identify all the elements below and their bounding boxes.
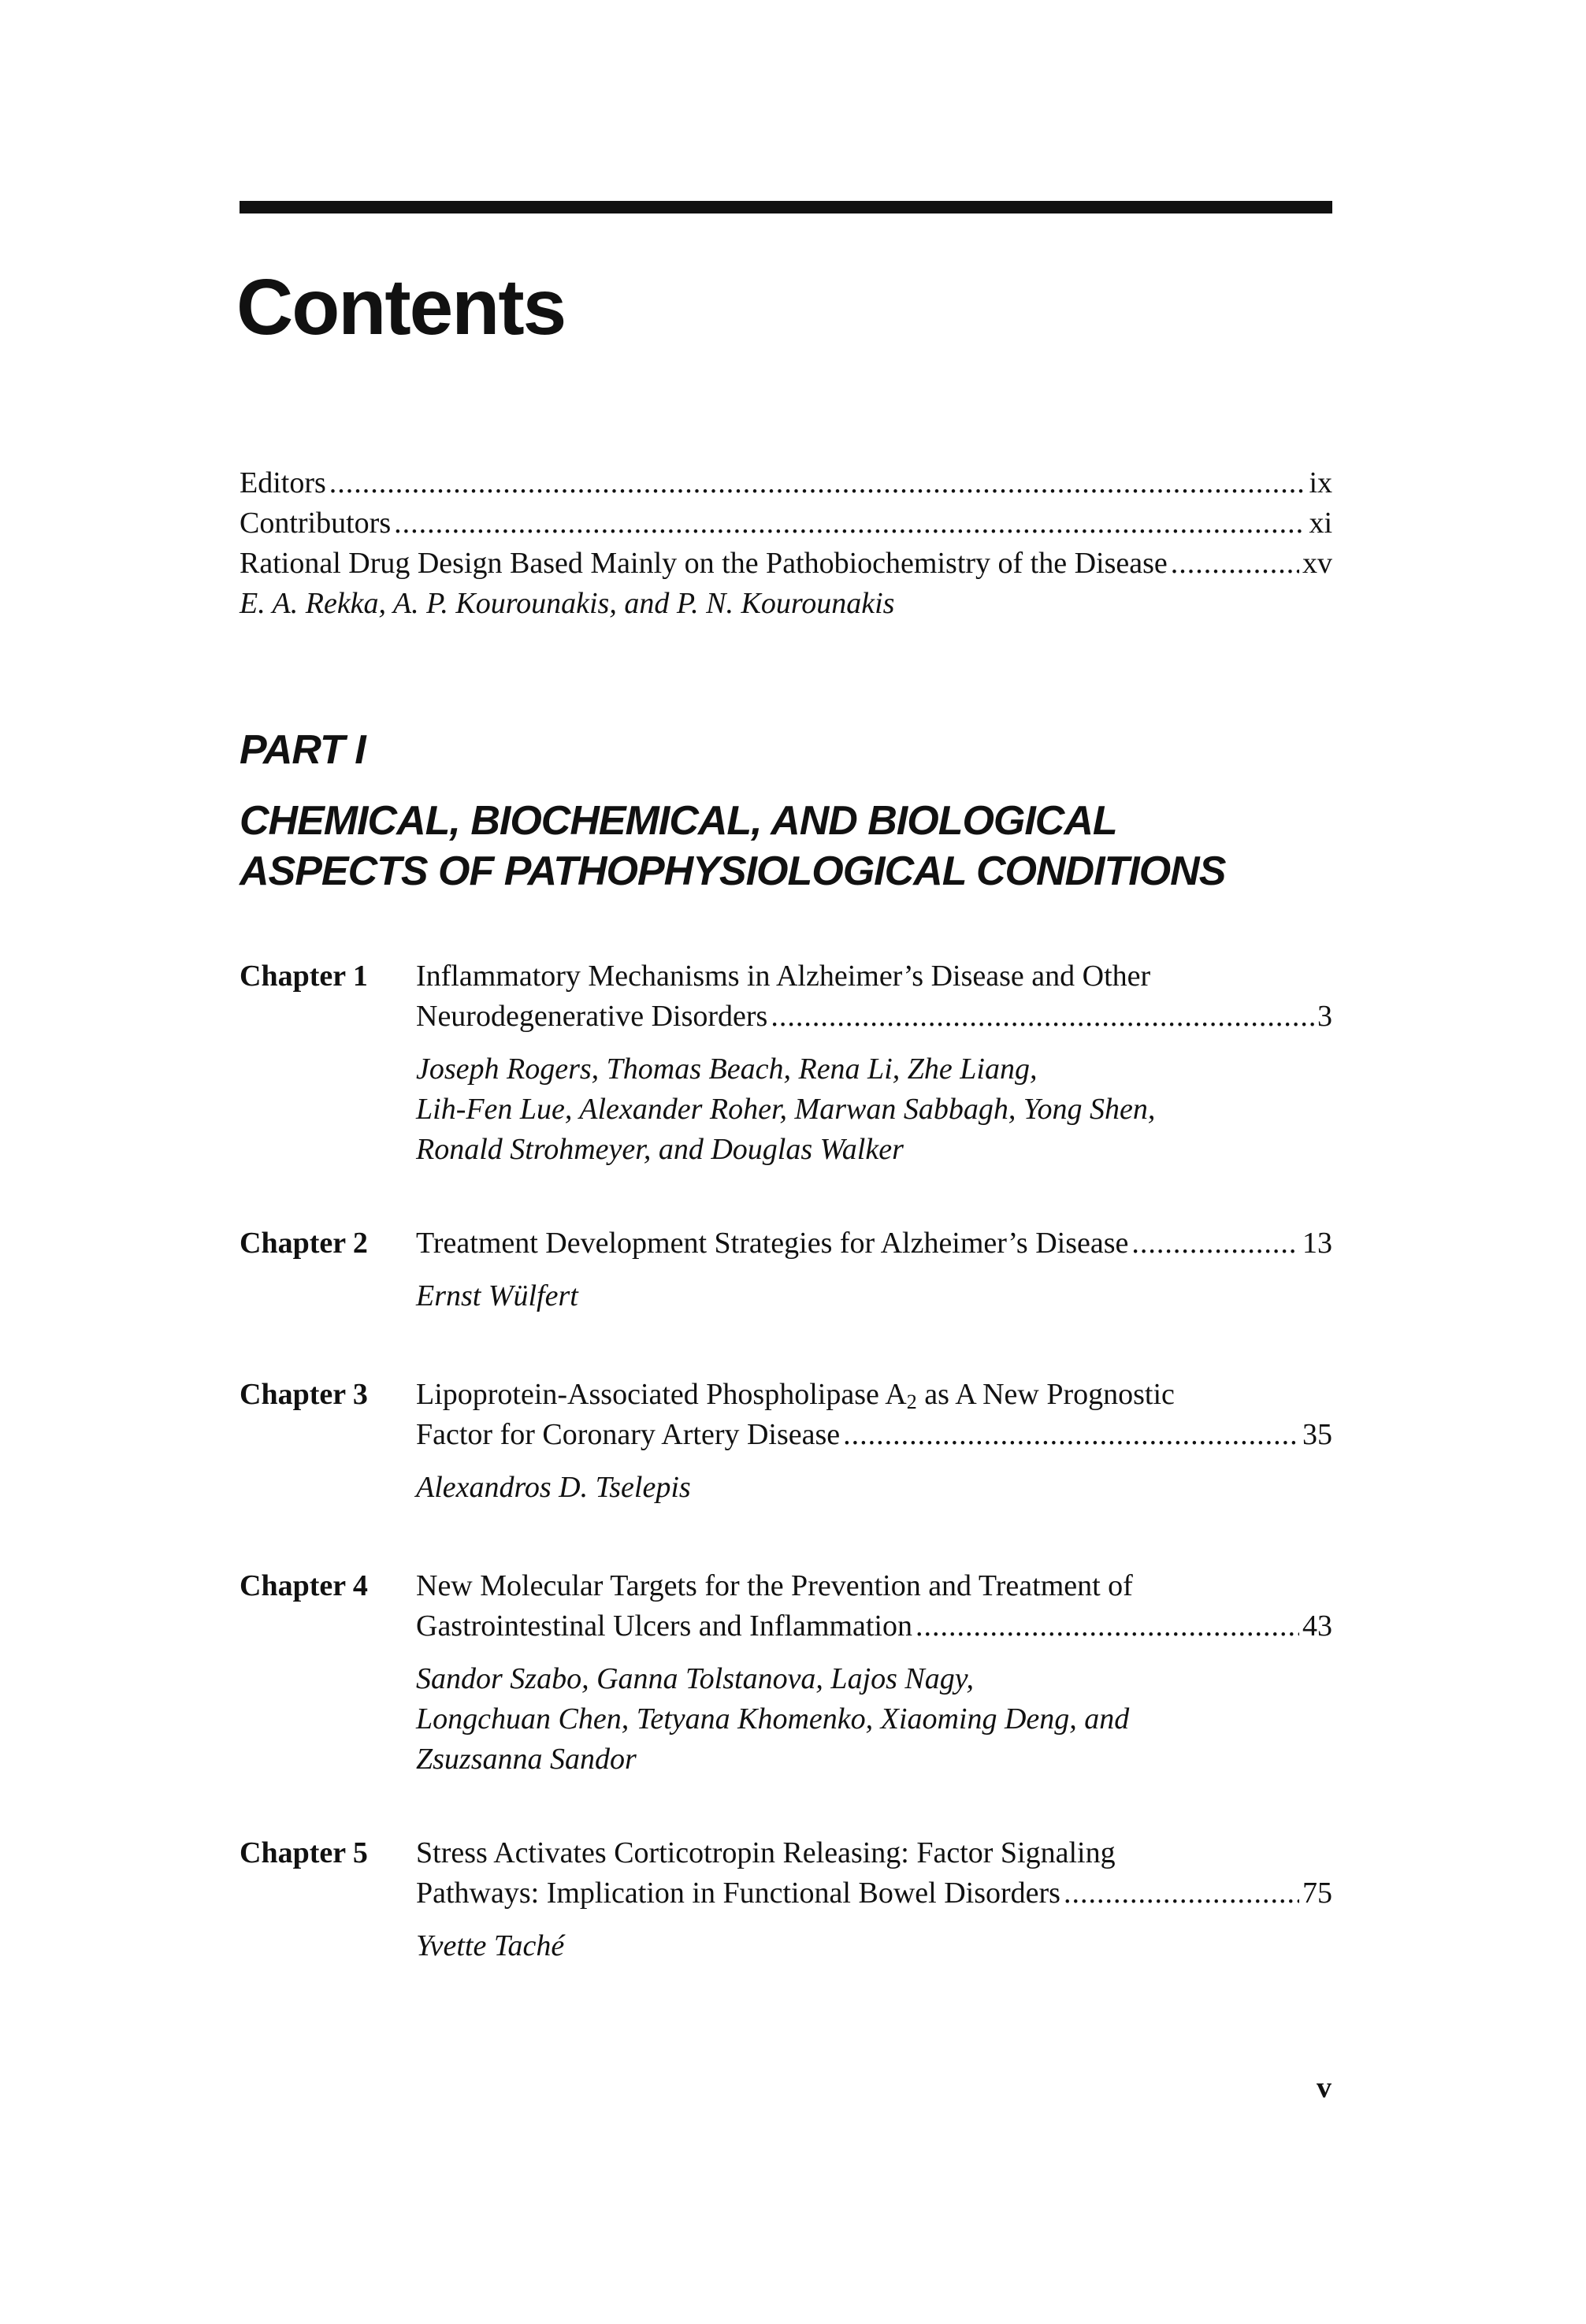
chapter-title-line: Factor for Coronary Artery Disease [416, 1418, 841, 1451]
chapter-title-line: Neurodegenerative Disorders [416, 1000, 768, 1033]
chapter-title-line-with-page [416, 1606, 1332, 1646]
chapter-body [416, 1375, 1332, 1508]
author-line: Lih-Fen Lue, Alexander Roher, Marwan Sabbagh, Yong Shen, [416, 1093, 1156, 1126]
dot-leader [843, 1415, 1299, 1455]
chapter-page-number: 13 [1302, 1227, 1332, 1260]
chapter-title-text: as A New Prognostic [916, 1378, 1175, 1411]
dot-leader [1064, 1873, 1299, 1914]
chapter-title-line-with-page [416, 1415, 1332, 1455]
chapter-title-line: Gastrointestinal Ulcers and Inflammation [416, 1609, 912, 1643]
chapter-title-line: New Molecular Targets for the Prevention and Treatment of [416, 1569, 1133, 1602]
chapter-authors [416, 1276, 1332, 1316]
chapter-title-line: Stress Activates Corticotropin Releasing: Factor Signaling [416, 1836, 1116, 1869]
chapter-label: Chapter 2 [240, 1227, 368, 1260]
author-line: Yvette Taché [416, 1929, 565, 1962]
dot-leader [329, 463, 1306, 503]
page-folio: v [1317, 2071, 1332, 2104]
chapter-authors [416, 1468, 1332, 1508]
toc-page-number: xv [1302, 547, 1332, 580]
toc-entry-title: Editors [240, 466, 326, 499]
dot-leader [1171, 544, 1299, 584]
dot-leader [394, 503, 1306, 544]
chapter-body [416, 1223, 1332, 1316]
page-title: Contents [236, 263, 566, 351]
part-title-line: CHEMICAL, BIOCHEMICAL, AND BIOLOGICAL [240, 798, 1117, 844]
chapter-body [416, 1833, 1332, 1966]
chapter-title-line-with-page [416, 1223, 1332, 1264]
chapter-title-line: Pathways: Implication in Functional Bowel Disorders [416, 1877, 1060, 1910]
chapter-label: Chapter 5 [240, 1836, 368, 1869]
chapter-page-number: 35 [1302, 1418, 1332, 1451]
toc-page-number: xi [1309, 507, 1332, 540]
author-line: Zsuzsanna Sandor [416, 1743, 637, 1776]
chapter-page-number: 43 [1302, 1609, 1332, 1643]
part-label: PART I [240, 727, 366, 773]
chapter-title-line [416, 1375, 1332, 1415]
chapter-authors [416, 1659, 1332, 1780]
author-line: Longchuan Chen, Tetyana Khomenko, Xiaoming Deng, and [416, 1702, 1130, 1736]
chapter-title-line-with-page [416, 1873, 1332, 1914]
author-line: Ernst Wülfert [416, 1279, 578, 1312]
author-line: Sandor Szabo, Ganna Tolstanova, Lajos Nagy, [416, 1662, 975, 1695]
toc-entry-authors: E. A. Rekka, A. P. Kourounakis, and P. N. Kourounakis [240, 587, 895, 620]
toc-entry-title: Rational Drug Design Based Mainly on the Pathobiochemistry of the Disease [240, 547, 1168, 580]
chapter-label: Chapter 4 [240, 1569, 368, 1602]
toc-entry-rational-drug-design[interactable] [240, 544, 1332, 584]
chapter-authors [416, 1049, 1332, 1170]
toc-entry-title: Contributors [240, 507, 392, 540]
chapter-body [416, 1566, 1332, 1780]
dot-leader [1131, 1223, 1299, 1264]
toc-entry-contributors[interactable] [240, 503, 1332, 544]
dot-leader [771, 997, 1314, 1037]
chapter-body [416, 956, 1332, 1170]
top-rule [240, 201, 1332, 213]
chapter-title-text: Lipoprotein-Associated Phospholipase A [416, 1378, 907, 1411]
author-line: Joseph Rogers, Thomas Beach, Rena Li, Zhe Liang, [416, 1052, 1038, 1086]
chapter-label: Chapter 1 [240, 960, 368, 993]
chapter-title-subscript: 2 [906, 1390, 917, 1413]
chapter-page-number: 3 [1317, 1000, 1332, 1033]
author-line: Ronald Strohmeyer, and Douglas Walker [416, 1133, 904, 1166]
toc-page-number: ix [1309, 466, 1332, 499]
part-title [240, 796, 1332, 897]
author-line: Alexandros D. Tselepis [416, 1471, 691, 1504]
chapter-title-line: Inflammatory Mechanisms in Alzheimer’s Disease and Other [416, 960, 1151, 993]
chapter-authors [416, 1926, 1332, 1966]
chapter-page-number: 75 [1302, 1877, 1332, 1910]
dot-leader [916, 1606, 1299, 1646]
front-matter [240, 463, 1332, 624]
toc-entry-editors[interactable] [240, 463, 1332, 503]
part-title-line: ASPECTS OF PATHOPHYSIOLOGICAL CONDITIONS [240, 848, 1226, 894]
chapter-title-line: Treatment Development Strategies for Alzheimer’s Disease [416, 1227, 1129, 1260]
chapter-label: Chapter 3 [240, 1378, 368, 1411]
chapter-title-line-with-page [416, 997, 1332, 1037]
